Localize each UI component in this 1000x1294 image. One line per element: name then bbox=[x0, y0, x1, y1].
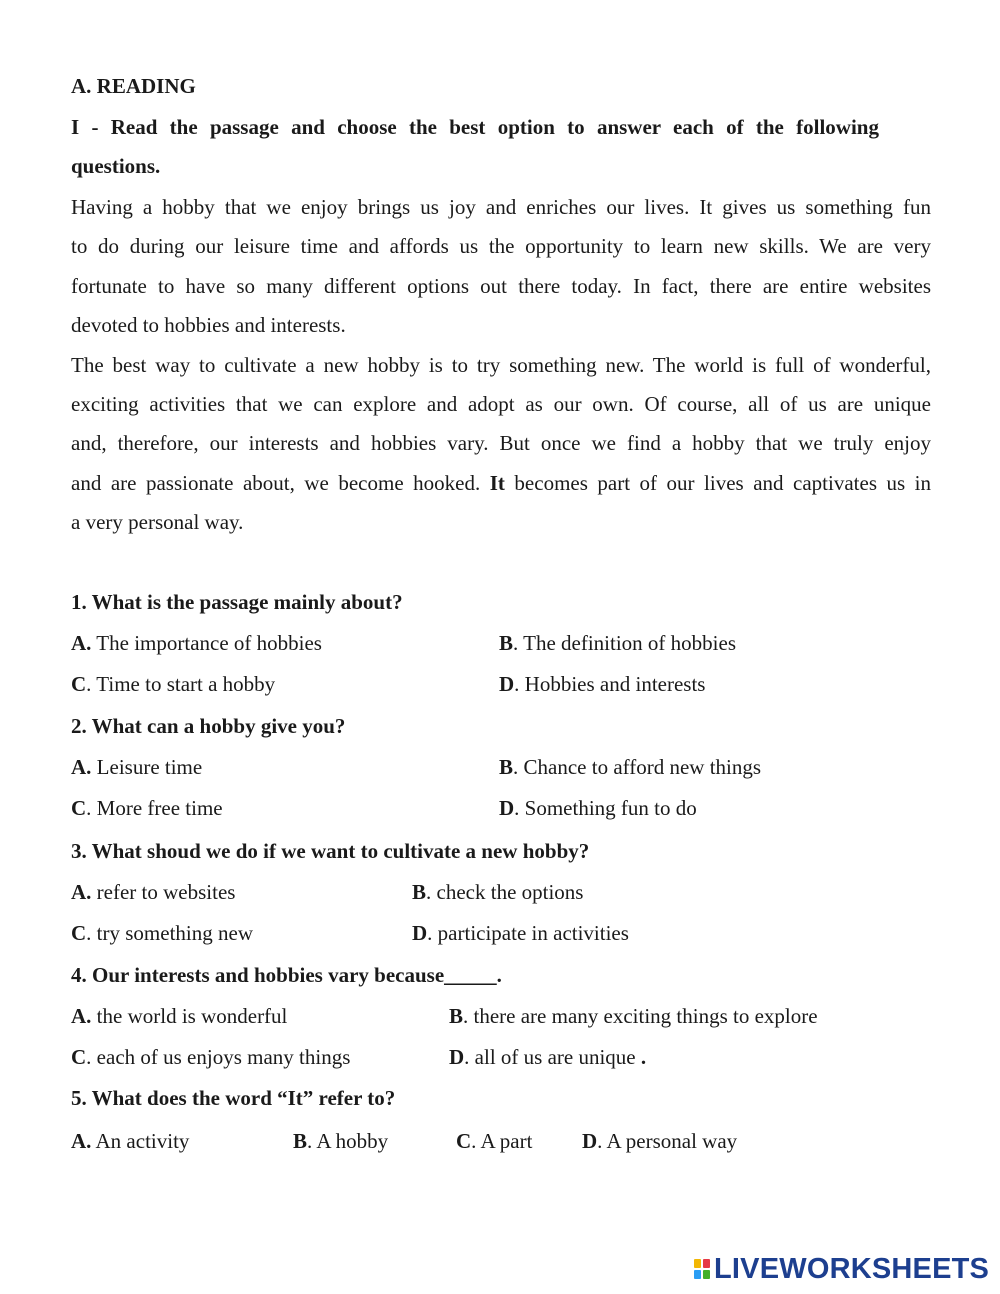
option-text: . each of us enjoys many things bbox=[86, 1045, 351, 1069]
passage-text: and are passionate about, we become hooked. bbox=[71, 470, 481, 495]
logo-square-icon bbox=[694, 1259, 701, 1268]
liveworksheets-logo[interactable] bbox=[694, 1254, 989, 1284]
passage-line: and, therefore, our interests and hobbies vary. But once we find a hobby that we truly enjoy bbox=[71, 431, 931, 456]
option-letter: B bbox=[499, 755, 514, 779]
option-text: . there are many exciting things to explore bbox=[463, 1004, 818, 1028]
question-2-option-b[interactable] bbox=[499, 755, 761, 780]
option-letter: D bbox=[582, 1129, 598, 1153]
option-letter: B bbox=[412, 880, 427, 904]
option-letter: C bbox=[456, 1129, 472, 1153]
instruction-heading bbox=[71, 108, 879, 187]
reading-passage bbox=[71, 188, 931, 543]
instruction-line: I - Read the passage and choose the best option to answer each of the following bbox=[71, 115, 879, 139]
option-letter: A. bbox=[71, 1129, 92, 1153]
question-2-option-c[interactable] bbox=[71, 796, 223, 821]
option-text: . Time to start a hobby bbox=[86, 672, 276, 696]
passage-line: a very personal way. bbox=[71, 510, 244, 535]
question-1-option-c[interactable] bbox=[71, 672, 275, 697]
referent-word-it: It bbox=[489, 470, 505, 495]
question-5-option-d[interactable] bbox=[582, 1129, 737, 1154]
question-1-option-a[interactable] bbox=[71, 631, 322, 656]
question-5-stem: 5. What does the word “It” refer to? bbox=[71, 1086, 396, 1110]
option-letter: D bbox=[499, 672, 515, 696]
option-text: . check the options bbox=[426, 880, 584, 904]
option-letter: A. bbox=[71, 755, 92, 779]
option-text: . A hobby bbox=[307, 1129, 389, 1153]
option-text: . Chance to afford new things bbox=[513, 755, 762, 779]
passage-line bbox=[71, 464, 931, 503]
question-3-stem: 3. What shoud we do if we want to cultivate a new hobby? bbox=[71, 839, 590, 863]
question-1-stem: 1. What is the passage mainly about? bbox=[71, 590, 403, 614]
question-1-option-b[interactable] bbox=[499, 631, 736, 656]
option-letter: C bbox=[71, 921, 87, 945]
question-4-option-d[interactable] bbox=[449, 1045, 646, 1070]
option-text: . participate in activities bbox=[427, 921, 629, 945]
question-4-stem: 4. Our interests and hobbies vary because_____. bbox=[71, 963, 502, 987]
option-letter: A. bbox=[71, 880, 92, 904]
option-letter: C bbox=[71, 672, 87, 696]
question-2-stem: 2. What can a hobby give you? bbox=[71, 714, 346, 738]
question-3-option-a[interactable] bbox=[71, 880, 235, 905]
question-4-option-a[interactable] bbox=[71, 1004, 287, 1029]
option-text: . Something fun to do bbox=[514, 796, 697, 820]
option-text: . all of us are unique bbox=[464, 1045, 636, 1069]
instruction-line: questions. bbox=[71, 154, 161, 179]
option-text: Leisure time bbox=[91, 755, 203, 779]
option-text: . More free time bbox=[86, 796, 223, 820]
question-2-option-d[interactable] bbox=[499, 796, 697, 821]
option-text: . Hobbies and interests bbox=[514, 672, 706, 696]
question-3-option-c[interactable] bbox=[71, 921, 253, 946]
liveworksheets-logo-icon bbox=[694, 1259, 710, 1279]
option-letter: A. bbox=[71, 1004, 92, 1028]
passage-line: The best way to cultivate a new hobby is to try something new. The world is full of wonderful, bbox=[71, 352, 931, 377]
option-letter: B bbox=[293, 1129, 308, 1153]
passage-line: fortunate to have so many different options out there today. In fact, there are entire websites bbox=[71, 273, 931, 298]
question-5-option-a[interactable] bbox=[71, 1129, 189, 1154]
passage-line: exciting activities that we can explore and adopt as our own. Of course, all of us are unique bbox=[71, 391, 931, 416]
question-3-option-d[interactable] bbox=[412, 921, 629, 946]
question-5-option-b[interactable] bbox=[293, 1129, 388, 1154]
question-1-option-d[interactable] bbox=[499, 672, 705, 697]
question-4-option-b[interactable] bbox=[449, 1004, 818, 1029]
option-letter: C bbox=[71, 796, 87, 820]
logo-square-icon bbox=[694, 1270, 701, 1279]
option-letter: D bbox=[412, 921, 428, 945]
option-letter: B bbox=[499, 631, 514, 655]
option-text: refer to websites bbox=[91, 880, 236, 904]
question-2-option-a[interactable] bbox=[71, 755, 202, 780]
section-title: A. READING bbox=[71, 74, 196, 98]
option-text: . A part bbox=[471, 1129, 533, 1153]
option-text: . try something new bbox=[86, 921, 253, 945]
logo-square-icon bbox=[703, 1259, 710, 1268]
question-4-option-c[interactable] bbox=[71, 1045, 350, 1070]
passage-line: devoted to hobbies and interests. bbox=[71, 313, 346, 338]
option-trailing-period: . bbox=[635, 1045, 647, 1069]
option-text: The importance of hobbies bbox=[91, 631, 322, 655]
passage-line: Having a hobby that we enjoy brings us joy and enriches our lives. It gives us something fun bbox=[71, 195, 931, 219]
option-text: . The definition of hobbies bbox=[513, 631, 737, 655]
option-text: . A personal way bbox=[597, 1129, 738, 1153]
question-5-option-c[interactable] bbox=[456, 1129, 532, 1154]
logo-square-icon bbox=[703, 1270, 710, 1279]
option-text: An activity bbox=[91, 1129, 190, 1153]
option-letter: A. bbox=[71, 631, 92, 655]
logo-wordmark: LIVEWORKSHEETS bbox=[714, 1252, 990, 1285]
passage-line: to do during our leisure time and affords us the opportunity to learn new skills. We are very bbox=[71, 234, 931, 259]
option-text: the world is wonderful bbox=[91, 1004, 288, 1028]
option-letter: C bbox=[71, 1045, 87, 1069]
option-letter: D bbox=[449, 1045, 465, 1069]
question-3-option-b[interactable] bbox=[412, 880, 583, 905]
passage-text: becomes part of our lives and captivates us in bbox=[514, 470, 932, 495]
option-letter: B bbox=[449, 1004, 464, 1028]
option-letter: D bbox=[499, 796, 515, 820]
